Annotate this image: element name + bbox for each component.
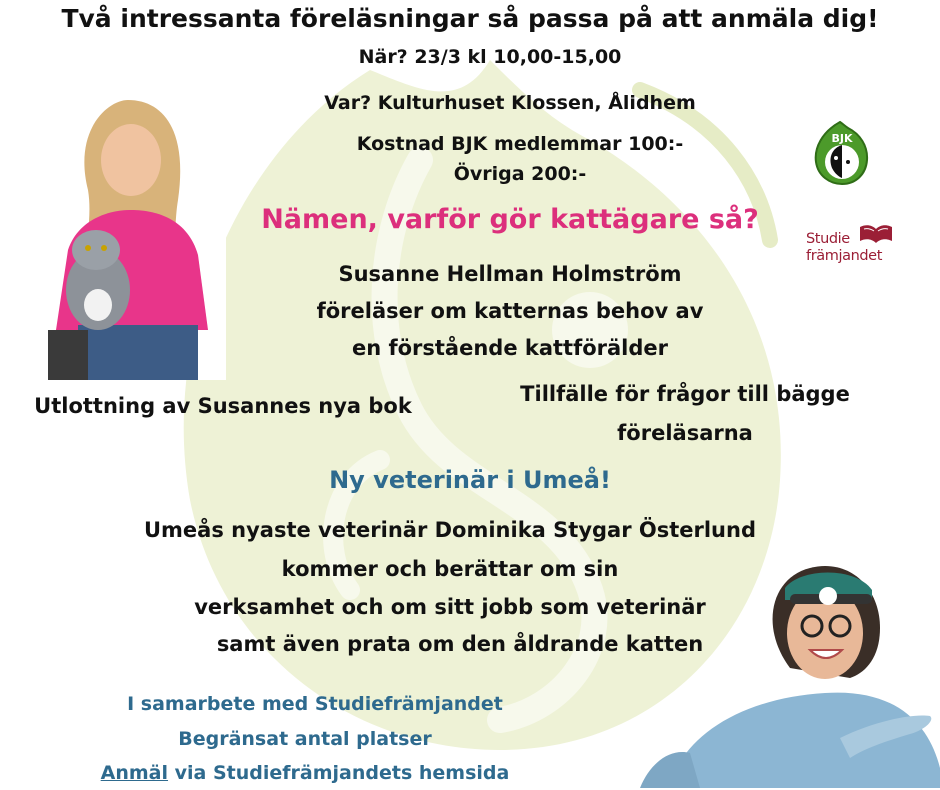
footer-partner: I samarbete med Studiefrämjandet [127, 693, 503, 715]
lecture1-line: en förstående kattförälder [351, 336, 669, 360]
raffle-text: Utlottning av Susannes nya bok [34, 394, 412, 418]
lecturer-photo-dominika [640, 548, 940, 788]
lecture1-title: Nämen, varför gör kattägare så? [261, 204, 759, 235]
bjk-logo [812, 118, 870, 186]
book-icon [858, 223, 894, 245]
lecturer-photo-susanne [28, 90, 226, 380]
footer-register-rest: via Studiefrämjandets hemsida [168, 762, 510, 784]
event-where: Var? Kulturhuset Klossen, Ålidhem [324, 92, 696, 114]
footer-limited-seats: Begränsat antal platser [178, 728, 432, 750]
event-cost-others: Övriga 200:- [453, 163, 587, 185]
lecture1-line: föreläser om katternas behov av [316, 299, 704, 323]
lecture2-title: Ny veterinär i Umeå! [329, 466, 611, 494]
studieframjandet-logo [806, 223, 898, 275]
sf-logo-line1: Studie [806, 231, 850, 247]
lecture2-line: kommer och berättar om sin [281, 557, 619, 581]
lecture2-line: verksamhet och om sitt jobb som veterinär [194, 595, 706, 619]
questions-line: Tillfälle för frågor till bägge [520, 382, 850, 406]
lecture1-line: Susanne Hellman Holmström [338, 262, 682, 286]
lecture2-line: samt även prata om den åldrande katten [216, 632, 704, 656]
event-cost-members: Kostnad BJK medlemmar 100:- [356, 133, 684, 155]
footer-register [40, 762, 570, 785]
register-link[interactable]: Anmäl [100, 762, 169, 784]
bjk-logo-text: BJK [831, 132, 853, 145]
questions-line: föreläsarna [617, 421, 753, 445]
sf-logo-line2: främjandet [806, 248, 882, 264]
lecture2-line: Umeås nyaste veterinär Dominika Stygar Österlund [144, 518, 756, 542]
event-when: När? 23/3 kl 10,00-15,00 [358, 46, 622, 68]
headline: Två intressanta föreläsningar så passa på att anmäla dig! [61, 4, 879, 33]
